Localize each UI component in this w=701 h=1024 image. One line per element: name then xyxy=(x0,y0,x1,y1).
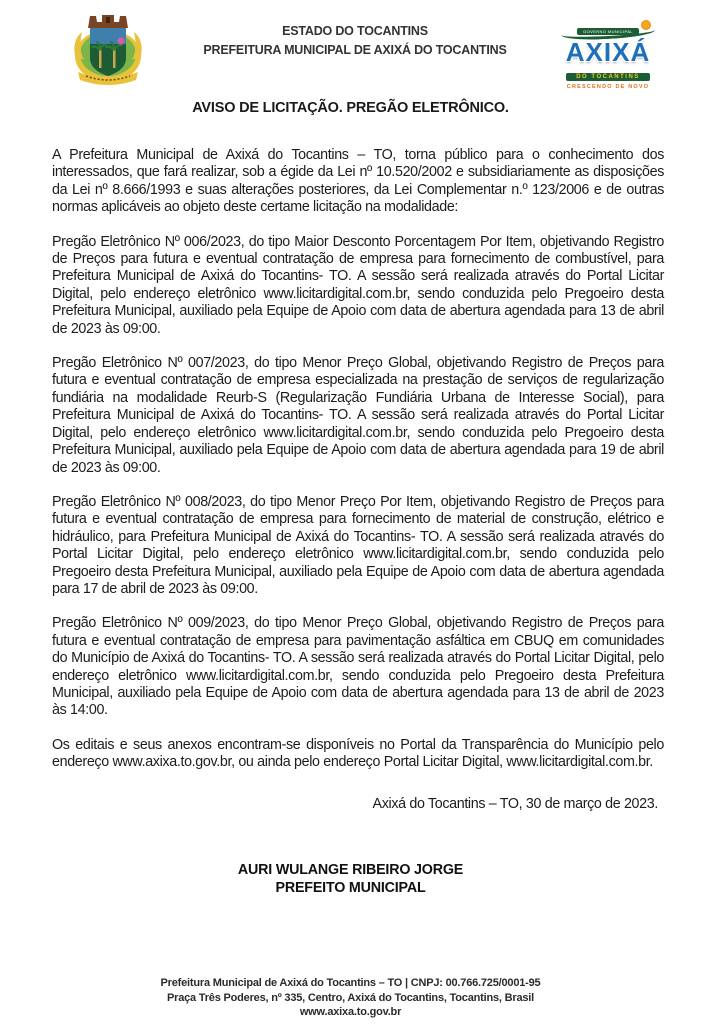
brand-top-label: GOVERNO MUNICIPAL xyxy=(577,28,639,35)
paragraph-editais: Os editais e seus anexos encontram-se disponíveis no Portal da Transparência do Município pelo endereço www.axixa.to.gov.br, ou ainda pelo endereço Portal Licitar Digital, www.licitardigital.com.br. xyxy=(52,736,664,771)
paragraph-intro: A Prefeitura Municipal de Axixá do Tocantins – TO, torna público para o conhecimento dos interessados, que fará realizar, sob a égide da Lei nº 10.520/2002 e subsidiariamente as disposições da Lei nº 8.666/1993 e suas alterações posteriores, da Lei Complementar n.º 123/2006 e de outras normas aplicáveis ao objeto deste certame licitação na modalidade: xyxy=(52,147,664,216)
municipal-coat-of-arms-icon xyxy=(66,10,150,88)
paragraph-pregao-008: Pregão Eletrônico Nº 008/2023, do tipo Menor Preço Por Item, objetivando Registro de Preços para futura e eventual contratação de empresa para fornecimento de material de construção, elétrico e hidráulico, para Prefeitura Municipal de Axixá do Tocantins- TO. A sessão será realizada através do Portal Licitar Digital, pelo endereço eletrônico www.licitardigital.com.br, sendo conduzida pelo Pregoeiro desta Prefeitura Municipal, auxiliado pela Equipe de Apoio com data de abertura agendada para 17 de abril de 2023 às 09:00. xyxy=(52,493,664,597)
document-title: AVISO DE LICITAÇÃO. PREGÃO ELETRÔNICO. xyxy=(192,100,509,116)
paragraph-pregao-006: Pregão Eletrônico Nº 006/2023, do tipo Maior Desconto Porcentagem Por Item, objetivando Registro de Preços para futura e eventual contratação de empresa para fornecimento de combustível, para Prefeitura Municipal de Axixá do Tocantins- TO. A sessão será realizada através do Portal Licitar Digital, pelo endereço eletrônico www.licitardigital.com.br, sendo conduzida pelo Pregoeiro desta Prefeitura Municipal, auxiliado pela Equipe de Apoio com data de abertura agendada para 13 de abril de 2023 às 09:00. xyxy=(52,233,664,337)
header-state-line: ESTADO DO TOCANTINS xyxy=(282,24,428,38)
paragraph-pregao-009: Pregão Eletrônico Nº 009/2023, do tipo Menor Preço Global, objetivando Registro de Preços para futura e eventual contratação de empresa para pavimentação asfáltica em CBUQ em comunidades do Município de Axixá do Tocantins- TO. A sessão será realizada através do Portal Licitar Digital, pelo endereço eletrônico www.licitardigital.com.br, sendo conduzida pelo Pregoeiro desta Prefeitura Municipal, auxiliado pela Equipe de Apoio com data de abertura agendada para 13 de abril de 2023 às 14:00. xyxy=(52,615,664,719)
brand-sun-icon xyxy=(641,20,651,30)
signature-block xyxy=(0,862,701,897)
brand-banner: DO TOCANTINS xyxy=(566,73,650,81)
document-body xyxy=(52,147,664,813)
coat-of-arms-graphic xyxy=(66,10,150,88)
header-title-block xyxy=(160,22,550,60)
date-line: Axixá do Tocantins – TO, 30 de março de 2023. xyxy=(372,795,658,812)
document-header xyxy=(0,6,701,88)
brand-slogan: CRESCENDO DE NOVO xyxy=(566,84,650,90)
document-footer xyxy=(0,976,701,1020)
brand-name: AXIXÁ xyxy=(565,37,651,67)
footer-website: www.axixa.to.gov.br xyxy=(299,1006,402,1018)
paragraph-pregao-007: Pregão Eletrônico Nº 007/2023, do tipo Menor Preço Global, objetivando Registro de Preços para futura e eventual contratação de empresa especializada na prestação de serviços de regularização fundiária na modalidade Reurb-S (Regularização Fundiária Urbana de Interesse Social), para Prefeitura Municipal de Axixá do Tocantins- TO. A sessão será realizada através do Portal Licitar Digital, pelo endereço eletrônico www.licitardigital.com.br, sendo conduzida pelo Pregoeiro desta Prefeitura Municipal, auxiliado pela Equipe de Apoio com data de abertura agendada para 19 de abril de 2023 às 09:00. xyxy=(52,355,664,476)
footer-org-cnpj: Prefeitura Municipal de Axixá do Tocantins – TO | CNPJ: 00.766.725/0001-95 xyxy=(160,977,541,989)
signature-role: PREFEITO MUNICIPAL xyxy=(275,879,426,896)
signature-name: AURI WULANGE RIBEIRO JORGE xyxy=(237,862,464,878)
header-org-line: PREFEITURA MUNICIPAL DE AXIXÁ DO TOCANTINS xyxy=(203,42,507,57)
footer-address: Praça Três Poderes, nº 335, Centro, Axixá do Tocantins, Tocantins, Brasil xyxy=(166,991,534,1004)
axixa-brand-logo xyxy=(553,20,663,90)
